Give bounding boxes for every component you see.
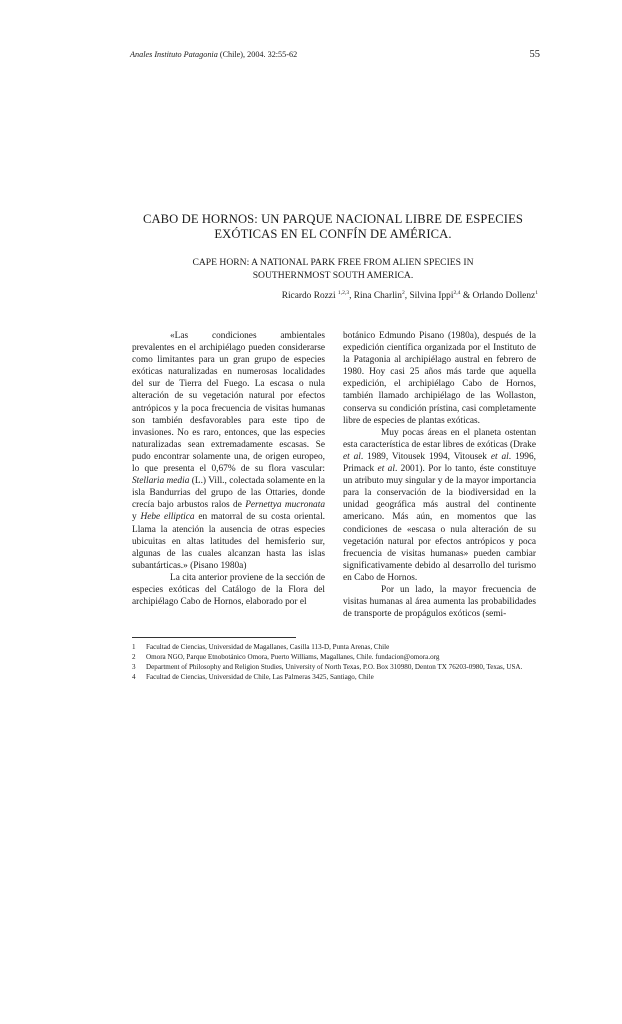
footnote-text: Facultad de Ciencias, Universidad de Chile, Las Palmeras 3425, Santiago, Chile	[146, 673, 374, 681]
author-name: Silvina Ippi	[409, 291, 454, 301]
italic-text: et al	[343, 451, 361, 462]
italic-text: et al	[377, 464, 395, 475]
author	[472, 291, 538, 301]
left-column	[132, 330, 325, 608]
author-affiliation: 1,2,3	[337, 290, 350, 296]
text-run: botánico Edmundo Pisano (1980a), después de la expedición científica organizada por el Instituto de la Patagonia al archipiélago austral en febrero de 1980. Hoy casi 25 años más tarde que aquella expedición, el archipiélago Cabo de Hornos, también llamado archipiélago de las Wollaston, conserva su condición prístina, casi completamente libre de especies de plantas exóticas.	[343, 331, 536, 426]
body-paragraph	[343, 330, 536, 427]
footnote-number: 4	[132, 673, 136, 681]
text-run: Por un lado, la mayor frecuencia de visitas humanas al área aumenta las probabilidades de transporte de propágulos exóticos (semi-	[343, 584, 536, 620]
author-affiliation: 2	[401, 290, 405, 296]
journal-name: Anales Instituto Patagonia	[130, 50, 218, 59]
author-separator: ,	[349, 291, 354, 301]
footnote	[132, 652, 538, 662]
author-affiliation: 1	[535, 290, 538, 296]
author-name: Ricardo Rozzi	[281, 291, 338, 301]
text-run: La cita anterior proviene de la sección de especies exóticas del Catálogo de la Flora del archipiélago Cabo de Hornos, elaborado por el	[132, 572, 325, 608]
text-run: . 1989, Vitousek 1994, Vitousek	[360, 451, 491, 462]
author-separator: ,	[404, 291, 410, 301]
text-run: . 1996, Primack	[343, 451, 536, 475]
italic-text: Stellaria media	[132, 476, 190, 487]
author-list	[130, 291, 538, 301]
italic-text: Hebe elliptica	[140, 512, 195, 523]
author	[409, 291, 472, 301]
footnote	[132, 642, 538, 652]
footnotes	[132, 642, 538, 682]
text-run: «Las condiciones ambientales prevalentes en el archipiélago pueden considerarse como limitantes para un gran grupo de especies exóticas naturalizadas en numerosas localidades del sur de Tierra del Fuego. La escasa o nula alteración de su vegetación natural por efectos antrópicos y la poca frecuencia de visitas humanas son también desfavorables para este tipo de invasiones. No es raro, entonces, que las especies naturalizadas sean extremadamente escasas. Se pudo encontrar solamente una, de origen europeo, lo que presenta el 0,67% de su flora vascular:	[132, 331, 325, 475]
journal-details: (Chile), 2004. 32:55-62	[217, 50, 298, 59]
footnote-number: 1	[132, 643, 136, 651]
journal-citation	[130, 50, 297, 59]
author-affiliation: 2,4	[453, 290, 461, 296]
text-run: (L.) Vill., colectada solamente en la isla Bandurrias del grupo de las Ottaries, donde crecía bajo arbustos ralos de	[132, 476, 325, 511]
author-name: Orlando Dollenz	[472, 291, 536, 301]
page-number: 55	[529, 49, 540, 60]
footnote-number: 2	[132, 653, 136, 661]
footnote	[132, 672, 538, 682]
text-run: Muy pocas áreas en el planeta ostentan esta característica de estar libres de exóticas (Drake	[343, 427, 536, 450]
footnote-text: Department of Philosophy and Religion Studies, University of North Texas, P.O. Box 310980, Denton TX 76203-0980, Texas, USA.	[146, 663, 523, 671]
italic-text: Pernettya mucronata	[245, 500, 325, 511]
text-run: en matorral de su costa oriental. Llama la atención la ausencia de otras especies ubicuitas en altas latitudes del hemisferio sur, algunas de las cuales alcanzan hasta las islas subantárticas.» (Pisano 1980a)	[132, 512, 325, 571]
author-name: Rina Charlin	[353, 291, 402, 301]
author	[282, 291, 354, 301]
body-paragraph	[132, 572, 325, 608]
article-title	[100, 212, 566, 242]
running-head	[130, 49, 540, 60]
footnote-number: 3	[132, 663, 136, 671]
right-column	[343, 330, 536, 620]
footnote-text: Omora NGO, Parque Etnobotánico Omora, Puerto Williams, Magallanes, Chile. fundacion@omora.org	[146, 653, 440, 661]
italic-text: et al	[490, 451, 509, 462]
text-run: y	[132, 512, 141, 523]
quote-paragraph	[132, 330, 325, 572]
footnote	[132, 662, 538, 672]
footnote-text: Facultad de Ciencias, Universidad de Magallanes, Casilla 113-D, Punta Arenas, Chile	[146, 643, 390, 651]
author-separator: &	[460, 291, 473, 301]
author	[354, 291, 410, 301]
english-title-line-1: CAPE HORN: A NATIONAL PARK FREE FROM ALIEN SPECIES IN	[192, 257, 474, 268]
article-title-line-2: EXÓTICAS EN EL CONFÍN DE AMÉRICA.	[214, 227, 452, 241]
body-paragraph	[343, 584, 536, 620]
body-paragraph	[343, 427, 536, 584]
english-title	[110, 257, 556, 282]
article-title-line-1: CABO DE HORNOS: UN PARQUE NACIONAL LIBRE DE ESPECIES	[142, 212, 523, 226]
english-title-line-2: SOUTHERNMOST SOUTH AMERICA.	[252, 269, 414, 281]
footnote-divider	[132, 637, 296, 638]
text-run: . 2001). Por lo tanto, éste constituye un atributo muy singular y de la mayor importancia para la conservación de la biodiversidad en la unidad geográfica más austral del continente americano. Más aún, en momentos que las condiciones de «escasa o nula alteración de su vegetación natural por efectos antrópicos y poca frecuencia de visitas humanas» pueden cambiar significativamente debido al desarrollo del turismo en Cabo de Hornos.	[343, 464, 536, 583]
